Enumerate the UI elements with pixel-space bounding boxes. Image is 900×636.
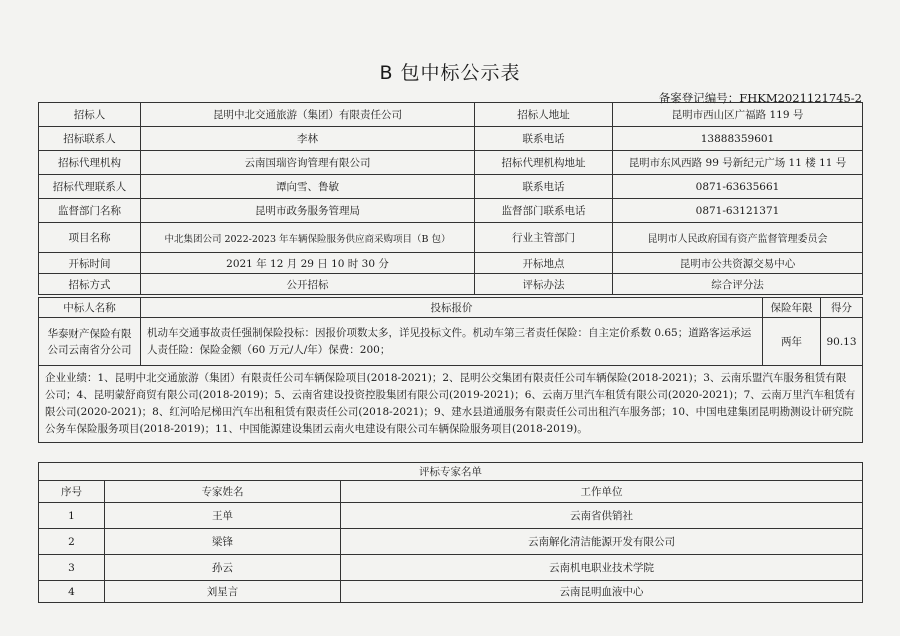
- expert-unit: 云南解化清洁能源开发有限公司: [341, 529, 863, 555]
- row-method: [39, 274, 863, 295]
- performance-row: [39, 366, 863, 443]
- value-agency-address: 昆明市东风西路 99 号新纪元广场 11 楼 11 号: [613, 151, 863, 175]
- row-supervisor: [39, 199, 863, 223]
- label-agency-phone: 联系电话: [475, 175, 613, 199]
- expert-unit: 云南机电职业技术学院: [341, 555, 863, 581]
- value-eval: 综合评分法: [613, 274, 863, 295]
- label-tenderer-address: 招标人地址: [475, 103, 613, 127]
- performance-text: 企业业绩：1、昆明中北交通旅游（集团）有限责任公司车辆保险项目(2018-2021)；2、昆明公交集团有限责任公司车辆保险(2018-2021)；3、云南乐盟汽车服务租赁有限公司；4、昆明蒙舒商贸有限公司(2018-2019)；5、云南省建设投资控股集团有限公司(2019-2021)；6、云南万里汽车租赁有限公司(2020-2021)；7、云南万里汽车租赁有限公司(2020-2021)；8、红河哈尼梯田汽车出租租赁有限责任公司(2018-2021)；9、建水县道通服务有限责任公司出租汽车服务部；10、中国电建集团昆明勘测设计研究院公务车保险服务项目(2018-2019)；11、中国能源建设集团云南火电建设有限公司车辆保险服务项目(2018-2019)。: [39, 366, 863, 443]
- expert-no: 4: [39, 581, 105, 603]
- header-bid: 投标报价: [141, 298, 763, 318]
- value-method: 公开招标: [141, 274, 475, 295]
- winner-term: 两年: [763, 318, 821, 366]
- winner-row: [39, 318, 863, 366]
- header-expert-name: 专家姓名: [105, 481, 341, 503]
- value-phone: 13888359601: [613, 127, 863, 151]
- value-agency-contact: 谭向雪、鲁敏: [141, 175, 475, 199]
- table-row: [39, 503, 863, 529]
- expert-table: [38, 462, 863, 603]
- label-eval: 评标办法: [475, 274, 613, 295]
- winner-bid: 机动车交通事故责任强制保险投标：因报价项数太多，详见投标文件。机动车第三者责任保险：自主定价系数 0.65；道路客运承运人责任险：保险金额（60 万元/人/年）保费：200；: [141, 318, 763, 366]
- value-open-place: 昆明市公共资源交易中心: [613, 253, 863, 274]
- winner-name: 华泰财产保险有限公司云南省分公司: [39, 318, 141, 366]
- label-project: 项目名称: [39, 223, 141, 253]
- value-agency: 云南国瑞咨询管理有限公司: [141, 151, 475, 175]
- label-supervisor: 监督部门名称: [39, 199, 141, 223]
- label-method: 招标方式: [39, 274, 141, 295]
- winner-table: [38, 297, 863, 443]
- row-tenderer: [39, 103, 863, 127]
- label-open-time: 开标时间: [39, 253, 141, 274]
- record-number: 备案登记编号：FHKM2021121745-2: [658, 91, 862, 105]
- value-project: 中北集团公司 2022-2023 年车辆保险服务供应商采购项目（B 包）: [141, 223, 475, 253]
- header-unit: 工作单位: [341, 481, 863, 503]
- header-winner-name: 中标人名称: [39, 298, 141, 318]
- value-tenderer-address: 昆明市西山区广福路 119 号: [613, 103, 863, 127]
- expert-no: 1: [39, 503, 105, 529]
- expert-name: 梁锋: [105, 529, 341, 555]
- row-contact: [39, 127, 863, 151]
- label-agency-contact: 招标代理联系人: [39, 175, 141, 199]
- label-tenderer: 招标人: [39, 103, 141, 127]
- label-industry: 行业主管部门: [475, 223, 613, 253]
- row-open-time: [39, 253, 863, 274]
- value-tenderer: 昆明中北交通旅游（集团）有限责任公司: [141, 103, 475, 127]
- bid-info-table: [38, 102, 863, 295]
- label-open-place: 开标地点: [475, 253, 613, 274]
- row-project: [39, 223, 863, 253]
- expert-section-row: [39, 463, 863, 481]
- value-supervisor: 昆明市政务服务管理局: [141, 199, 475, 223]
- header-score: 得分: [821, 298, 863, 318]
- header-term: 保险年限: [763, 298, 821, 318]
- value-contact: 李林: [141, 127, 475, 151]
- page-title: B 包中标公示表: [379, 62, 521, 84]
- value-agency-phone: 0871-63635661: [613, 175, 863, 199]
- expert-header-row: [39, 481, 863, 503]
- label-supervisor-phone: 监督部门联系电话: [475, 199, 613, 223]
- table-row: [39, 529, 863, 555]
- label-contact: 招标联系人: [39, 127, 141, 151]
- value-industry: 昆明市人民政府国有资产监督管理委员会: [613, 223, 863, 253]
- expert-unit: 云南昆明血液中心: [341, 581, 863, 603]
- winner-header-row: [39, 298, 863, 318]
- expert-no: 3: [39, 555, 105, 581]
- label-agency: 招标代理机构: [39, 151, 141, 175]
- expert-name: 王单: [105, 503, 341, 529]
- row-agency-contact: [39, 175, 863, 199]
- expert-section-title: 评标专家名单: [39, 463, 863, 481]
- table-row: [39, 555, 863, 581]
- expert-no: 2: [39, 529, 105, 555]
- winner-score: 90.13: [821, 318, 863, 366]
- value-open-time: 2021 年 12 月 29 日 10 时 30 分: [141, 253, 475, 274]
- value-supervisor-phone: 0871-63121371: [613, 199, 863, 223]
- label-phone: 联系电话: [475, 127, 613, 151]
- expert-unit: 云南省供销社: [341, 503, 863, 529]
- label-agency-address: 招标代理机构地址: [475, 151, 613, 175]
- row-agency: [39, 151, 863, 175]
- expert-name: 孙云: [105, 555, 341, 581]
- header-no: 序号: [39, 481, 105, 503]
- expert-name: 刘星言: [105, 581, 341, 603]
- table-row: [39, 581, 863, 603]
